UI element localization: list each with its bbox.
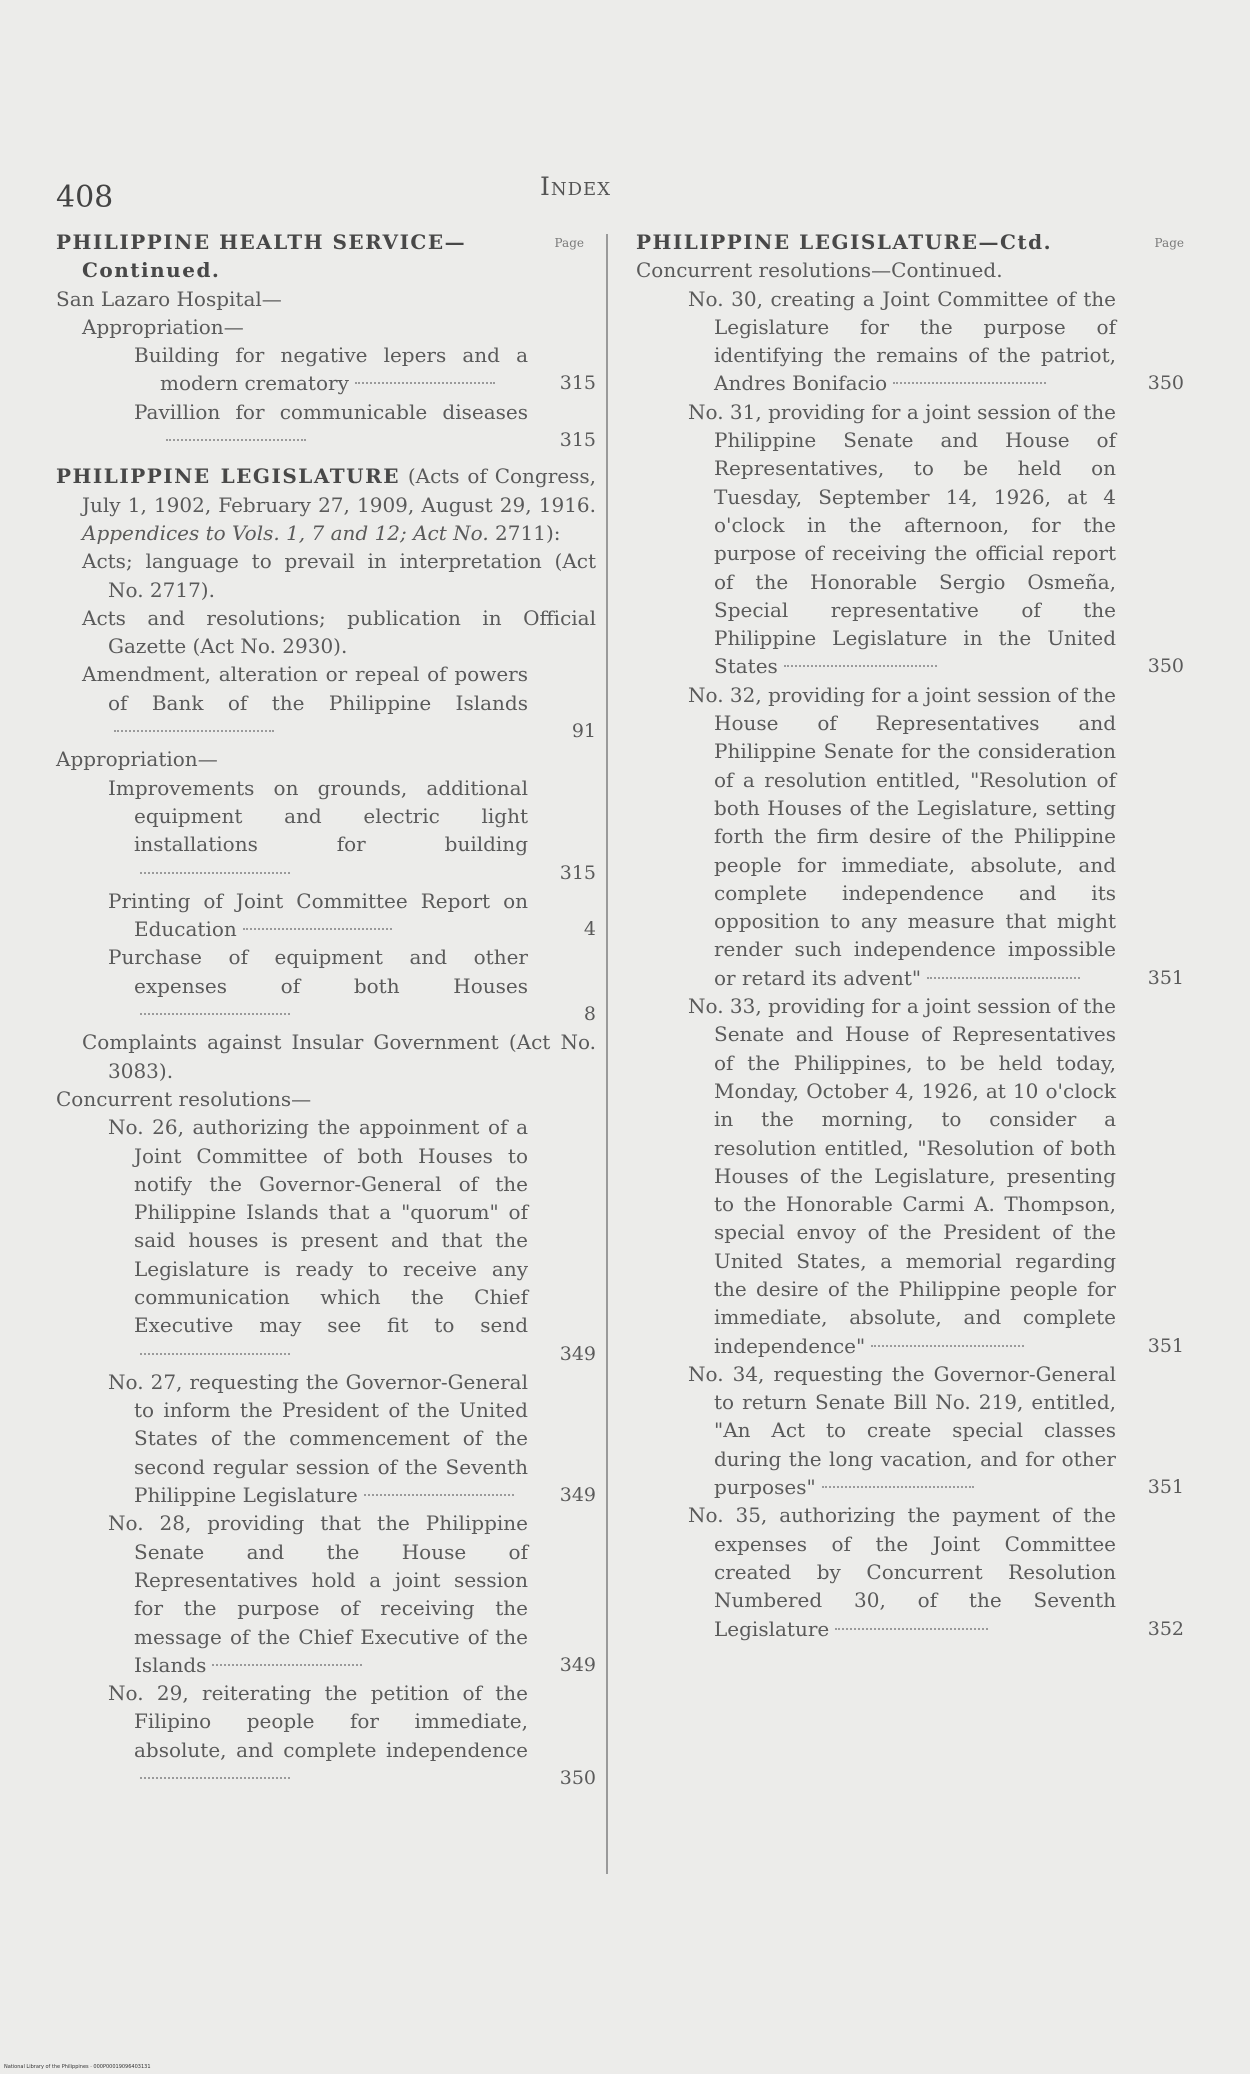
index-entry xyxy=(82,1028,596,1085)
entry-page-number: 315 xyxy=(559,429,596,452)
entry-text-part: PHILIPPINE LEGISLATURE—Ctd. xyxy=(636,230,1053,254)
dot-leader xyxy=(871,1345,1024,1347)
entry-text-part: Appropriation— xyxy=(82,314,244,339)
index-entry xyxy=(82,256,596,284)
dot-leader xyxy=(114,730,274,732)
entry-text-part: Amendment, alteration or repeal of powers of Bank of the Philippine Islands xyxy=(82,662,528,715)
entry-text xyxy=(688,994,1116,1358)
entry-page-number: 351 xyxy=(1147,966,1184,989)
entry-text-part: Acts; language to prevail in interpretation (Act No. 2717). xyxy=(82,549,596,602)
index-entry xyxy=(108,1368,596,1509)
entry-page-number: 350 xyxy=(1147,372,1184,395)
dot-leader xyxy=(784,665,937,667)
entry-text-part: Acts and resolutions; publication in Official Gazette (Act No. 2930). xyxy=(82,605,596,659)
entry-text-part: No. 33, providing for a joint session of the Senate and House of Representatives of the Philippines, to be held today, Monday, October 4, 1926, at 10 o'clock in the morning, to consider a resolution entitled, "Resolution of both Houses of the Legislature, presenting to the Honorable Carmi A. Thompson, special envoy of the President of the United States, a memorial regarding the desire of the Philippine people for immediate, absolute, and complete independence" xyxy=(688,994,1116,1358)
entry-text xyxy=(108,1370,528,1507)
entry-text xyxy=(688,1362,1116,1499)
dot-leader xyxy=(140,1013,290,1015)
dot-leader xyxy=(822,1486,975,1488)
entry-text xyxy=(56,464,596,545)
entry-text xyxy=(688,1503,1116,1640)
entry-text-part: (Acts of Congress, July 1, 1902, February 27, 1909, August 29, 1916. xyxy=(82,464,596,517)
entry-text-part: Continued. xyxy=(82,258,221,283)
entry-text xyxy=(134,400,528,424)
entry-text xyxy=(688,683,1116,990)
index-entry xyxy=(134,398,596,455)
entry-text-part: No. 26, authorizing the appoinment of a Joint Committee of both Houses to notify the Governor-General of the Philippine Islands that a "quorum" of said houses is present and that the Legislature is ready to receive any communication which the Chief Executive may see fit to send xyxy=(108,1115,528,1338)
page-column-label: Page xyxy=(1154,236,1184,250)
entry-page-number: 4 xyxy=(583,918,596,941)
index-entry xyxy=(688,1501,1184,1642)
entry-text-part: Concurrent resolutions—Continued. xyxy=(636,258,1003,283)
page-column-label: Page xyxy=(554,236,584,250)
left-column xyxy=(56,228,596,1792)
entry-text xyxy=(82,258,220,282)
index-entry xyxy=(108,774,596,887)
entry-text-part: Appropriation— xyxy=(56,747,218,772)
entry-text-part: No. 30, creating a Joint Committee of the Legislature for the purpose of identifying the remains of the patriot, Andres Bonifacio xyxy=(688,286,1116,396)
index-entry xyxy=(82,547,596,604)
dot-leader xyxy=(140,1777,290,1779)
entry-text xyxy=(108,1115,528,1337)
entry-text xyxy=(82,606,596,658)
entry-page-number: 91 xyxy=(571,720,596,743)
index-entry xyxy=(688,681,1184,992)
entry-page-number: 350 xyxy=(1147,655,1184,678)
column-divider xyxy=(606,234,608,1874)
entry-text-part: No. 35, authorizing the payment of the expenses of the Joint Committee created by Concurrent Resolution Numbered 30, of the Seventh Legislature xyxy=(688,1503,1116,1641)
index-entry xyxy=(108,1113,596,1368)
entry-text-part: San Lazaro Hospital— xyxy=(56,286,282,311)
index-entry xyxy=(56,228,596,256)
entry-text xyxy=(56,747,218,771)
entry-text xyxy=(56,230,466,254)
entry-text-part: PHILIPPINE HEALTH SERVICE— xyxy=(56,230,467,254)
entry-text-part: Appendices to Vols. 1, 7 and 12; Act No. xyxy=(82,520,489,545)
entry-text xyxy=(56,1087,311,1111)
entry-text-part: Purchase of equipment and other expenses of both Houses xyxy=(108,945,528,998)
dot-leader xyxy=(355,382,495,384)
entry-text-part: No. 27, requesting the Governor-General to inform the President of the United States of the commencement of the second regular session of the Seventh Philippine Legislature xyxy=(108,1369,528,1508)
entry-page-number: 349 xyxy=(559,1653,596,1676)
entry-text-part: No. 34, requesting the Governor-General to return Senate Bill No. 219, entitled, "An Act to create special classes during the long vacation, and for other purposes" xyxy=(688,1361,1116,1500)
index-entry xyxy=(108,1509,596,1679)
entry-text-part: Pavillion for communicable diseases xyxy=(134,399,528,424)
entry-page-number: 349 xyxy=(559,1342,596,1365)
dot-leader xyxy=(212,1664,362,1666)
entry-text xyxy=(688,287,1116,396)
entry-text-part: Complaints against Insular Government (Act No. 3083). xyxy=(82,1030,596,1083)
entry-text-part: PHILIPPINE LEGISLATURE xyxy=(56,464,400,489)
index-entry xyxy=(108,943,596,1028)
dot-leader xyxy=(893,382,1046,384)
index-entry xyxy=(688,992,1184,1360)
entry-page-number: 315 xyxy=(559,861,596,884)
dot-leader xyxy=(140,1353,290,1355)
entry-page-number: 349 xyxy=(559,1484,596,1507)
index-entry xyxy=(134,341,596,398)
entry-text-part: Concurrent resolutions— xyxy=(56,1086,312,1111)
entry-page-number: 350 xyxy=(559,1767,596,1790)
dot-leader xyxy=(243,928,393,930)
entry-text-part: No. 28, providing that the Philippine Senate and the House of Representatives hold a joint session for the purpose of receiving the message of the Chief Executive of the Islands xyxy=(108,1511,528,1677)
entry-text xyxy=(108,776,528,857)
entry-page-number: 8 xyxy=(583,1003,596,1026)
index-entry xyxy=(636,256,1184,284)
entry-page-number: 351 xyxy=(1147,1476,1184,1499)
index-entry xyxy=(688,285,1184,398)
index-entry xyxy=(56,285,596,313)
entry-text xyxy=(108,1681,528,1762)
index-entry xyxy=(56,745,596,773)
entry-text-part: Improvements on grounds, additional equipment and electric light installations for building xyxy=(108,775,528,857)
entry-text xyxy=(82,662,528,714)
index-entry xyxy=(56,462,596,547)
index-entry xyxy=(82,660,596,745)
index-entry xyxy=(108,887,596,944)
entry-page-number: 315 xyxy=(559,372,596,395)
entry-text-part: No. 31, providing for a joint session of the Philippine Senate and House of Representatives, to be held on Tuesday, September 14, 1926, at 4 o'clock in the afternoon, for the purpose of receiving the official report of the Honorable Sergio Osmeña, Special representative of the Philippine Legislature in the United States xyxy=(688,399,1116,679)
dot-leader xyxy=(364,1494,514,1496)
entry-page-number: 351 xyxy=(1147,1334,1184,1357)
index-entry xyxy=(108,1679,596,1792)
entry-text-part: No. 29, reiterating the petition of the Filipino people for immediate, absolute, and complete independence xyxy=(108,1681,528,1762)
entry-text-part: Building for negative lepers and a modern crematory xyxy=(134,343,528,396)
entry-page-number: 352 xyxy=(1147,1617,1184,1640)
entry-text xyxy=(108,1511,528,1676)
index-entry xyxy=(636,228,1184,256)
index-entry xyxy=(82,604,596,661)
dot-leader xyxy=(927,977,1080,979)
library-watermark: National Library of the Philippines · 000P00019096403131 xyxy=(4,2064,151,2070)
entry-text-part: No. 32, providing for a joint session of the House of Representatives and Philippine Senate for the consideration of a resolution entitled, "Resolution of both Houses of the Legislature, setting forth the firm desire of the Philippine people for immediate, absolute, and complete independence and its opposition to any measure that might render such independence impossible or retard its advent" xyxy=(688,682,1116,990)
index-entry xyxy=(82,313,596,341)
left-entry-list xyxy=(56,228,596,1792)
index-entry xyxy=(56,1085,596,1113)
entry-text-part: 2711): xyxy=(488,520,561,545)
entry-text xyxy=(82,549,596,601)
dot-leader xyxy=(835,1628,988,1630)
entry-text xyxy=(134,343,528,395)
entry-text-part: Printing of Joint Committee Report on Education xyxy=(108,888,528,942)
index-entry xyxy=(688,398,1184,681)
entry-text xyxy=(636,230,1052,254)
dot-leader xyxy=(140,872,290,874)
entry-text xyxy=(82,315,244,339)
right-column xyxy=(636,228,1184,1643)
page-number: 408 xyxy=(56,180,114,215)
right-entry-list xyxy=(636,228,1184,1643)
entry-text xyxy=(636,258,1003,282)
entry-text xyxy=(56,287,282,311)
entry-text xyxy=(108,889,528,941)
entry-text xyxy=(688,400,1116,679)
index-entry xyxy=(688,1360,1184,1501)
entry-text xyxy=(108,945,528,997)
entry-text xyxy=(82,1030,596,1082)
dot-leader xyxy=(166,439,306,441)
running-head: Index xyxy=(540,172,612,201)
